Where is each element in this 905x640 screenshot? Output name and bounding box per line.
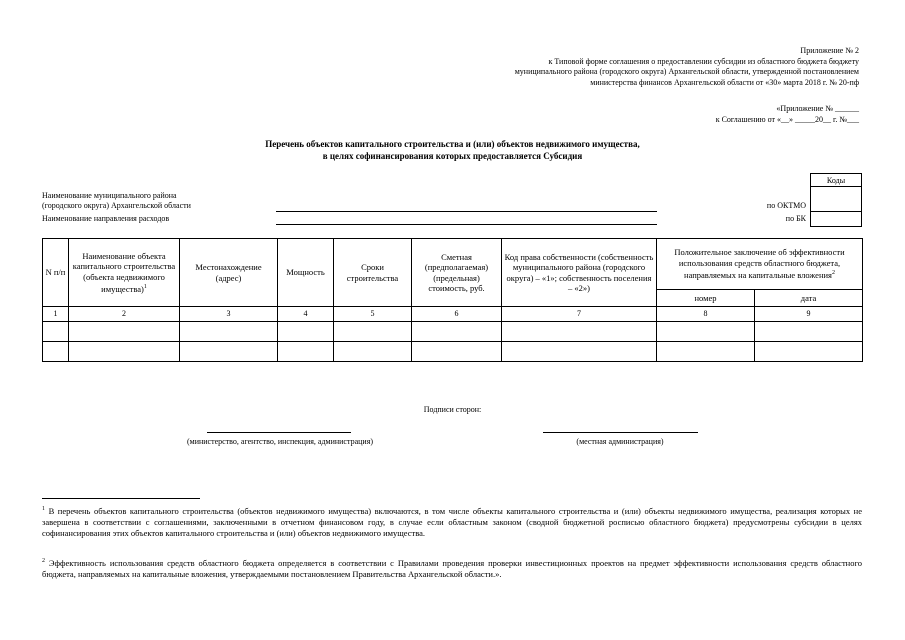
annex-sub-header (716, 104, 859, 125)
footnote-1 (42, 504, 862, 539)
column-numbers-row (43, 307, 863, 322)
footnote-2-text: Эффективность использования средств областного бюджета определяется в соответствии с Правилами проведения проверки инвестиционных проектов на предмет эффективности использования средств областного бюджета, направляемых на капитальные вложения, утверждаемыми постановлением Правительства Архангельской области.». (42, 557, 862, 579)
col-header-ownership-code: Код права собственности (собственность муниципального района (городского округа) – «1»; собственность поселения – «2») (502, 239, 657, 307)
table-row (43, 322, 863, 342)
col-header-cost: Сметная (предполагаемая) (предельная) стоимость, руб. (412, 239, 502, 307)
footnote-1-mark: 1 (42, 506, 45, 512)
table-cell[interactable] (755, 342, 863, 362)
left-signature-line[interactable] (207, 432, 351, 433)
col-header-object-name-text: Наименование объекта капитального строительства (объекта недвижимого имущества) (72, 250, 176, 294)
title-line-1: Перечень объектов капитального строительства и (или) объектов недвижимого имущества, (265, 139, 640, 149)
column-number: 3 (180, 307, 278, 322)
annex-line: министерства финансов Архангельской области от «30» марта 2018 г. № 20-пф (590, 77, 859, 87)
col-header-deadlines: Сроки строительства (334, 239, 412, 307)
column-number: 8 (657, 307, 755, 322)
table-cell[interactable] (657, 342, 755, 362)
oktmo-code-cell[interactable] (811, 187, 862, 212)
col-header-conclusion-date: дата (755, 290, 863, 307)
municipality-input-line[interactable] (276, 211, 657, 212)
table-cell[interactable] (69, 342, 180, 362)
column-number: 4 (278, 307, 334, 322)
table-cell[interactable] (180, 322, 278, 342)
column-number: 5 (334, 307, 412, 322)
bk-code-cell[interactable] (811, 212, 862, 227)
col-header-conclusion-number: номер (657, 290, 755, 307)
col-header-conclusion-text: Положительное заключение об эффективности использования средств областного бюджета, направляемых на капитальные вложения (674, 247, 845, 281)
direction-input-line[interactable] (276, 224, 657, 225)
footnote-ref-2: 2 (831, 270, 835, 277)
table-cell[interactable] (334, 342, 412, 362)
table-cell[interactable] (43, 342, 69, 362)
annex-header (515, 46, 859, 88)
column-number: 6 (412, 307, 502, 322)
annex-line: Приложение № 2 (800, 46, 859, 55)
col-header-object-name (69, 239, 180, 307)
column-number: 1 (43, 307, 69, 322)
annex-line: муниципального района (городского округа) Архангельской области, утвержденной постановлением (514, 67, 859, 76)
column-number: 7 (502, 307, 657, 322)
direction-label: Наименование направления расходов (42, 214, 170, 223)
table-cell[interactable] (278, 322, 334, 342)
table-cell[interactable] (755, 322, 863, 342)
column-number: 2 (69, 307, 180, 322)
table-cell[interactable] (334, 322, 412, 342)
bk-label: по БК (785, 214, 806, 223)
municipality-label-line-1: Наименование муниципального района (42, 191, 177, 200)
table-cell[interactable] (412, 342, 502, 362)
codes-label: Коды (811, 174, 862, 187)
codes-box (810, 173, 862, 227)
annex-sub-line: к Соглашению от «__» _____20__ г. №___ (715, 114, 859, 124)
footnote-2-mark: 2 (42, 558, 45, 564)
table-cell[interactable] (69, 322, 180, 342)
annex-sub-line: «Приложение № ______ (776, 104, 859, 113)
title-line-2: в целях софинансирования которых предоставляется Субсидия (322, 151, 583, 161)
objects-table (42, 238, 863, 362)
footnote-separator (42, 498, 200, 499)
document-title (0, 138, 905, 162)
footnote-ref-1: 1 (143, 284, 147, 291)
municipality-label (42, 191, 191, 211)
table-cell[interactable] (502, 322, 657, 342)
footnote-1-text: В перечень объектов капитального строительства (объектов недвижимого имущества) включаются, в том числе объекты капитального строительства и (или) объекты недвижимого имущества, реализация которых не завершена в соответствии с соглашениями, заключенными в отчетном финансовом году, в случае если областным законом (сводной бюджетной росписью областного бюджета) предусмотрены субсидии в целях софинансирования этих объектов капитального строительства и (или) объектов недвижимого имущества. (42, 505, 863, 538)
left-signature-caption: (министерство, агентство, инспекция, администрация) (186, 437, 374, 446)
col-header-location: Местонахождение (адрес) (180, 239, 278, 307)
table-cell[interactable] (502, 342, 657, 362)
oktmo-label: по ОКТМО (766, 201, 806, 210)
table-cell[interactable] (43, 322, 69, 342)
table-row (43, 342, 863, 362)
table-cell[interactable] (180, 342, 278, 362)
municipality-label-line-2: (городского округа) Архангельской области (42, 201, 191, 210)
table-cell[interactable] (657, 322, 755, 342)
col-header-capacity: Мощность (278, 239, 334, 307)
table-cell[interactable] (412, 322, 502, 342)
footnote-2 (42, 556, 862, 580)
table-cell[interactable] (278, 342, 334, 362)
right-signature-line[interactable] (543, 432, 698, 433)
annex-line: к Типовой форме соглашения о предоставлении субсидии из областного бюджета бюджету (548, 56, 859, 66)
signatures-heading: Подписи сторон: (423, 405, 482, 414)
right-signature-caption: (местная администрация) (576, 437, 664, 446)
col-header-number: N п/п (43, 239, 69, 307)
column-number: 9 (755, 307, 863, 322)
col-header-conclusion (657, 239, 863, 290)
